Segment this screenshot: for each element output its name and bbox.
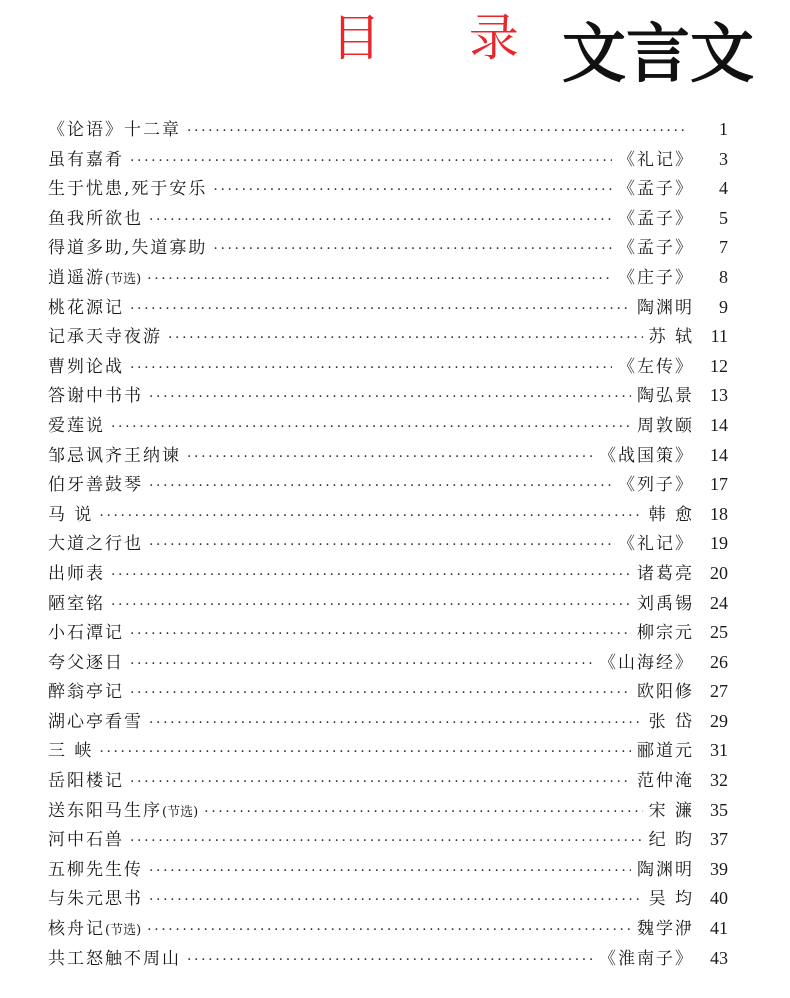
table-of-contents xyxy=(48,115,728,973)
toc-entry-author: 宋 濂 xyxy=(648,800,694,821)
toc-entry-title xyxy=(48,649,124,679)
toc-entry-author: 欧阳修 xyxy=(637,682,694,703)
toc-entry-title xyxy=(48,737,93,767)
toc-entry-author: 陶弘景 xyxy=(637,386,694,407)
toc-entry-page-number: 19 xyxy=(710,533,728,554)
toc-entry xyxy=(48,589,728,619)
toc-entry-title xyxy=(48,678,124,708)
toc-dot-leader xyxy=(130,354,612,384)
toc-entry xyxy=(48,470,728,500)
toc-entry-author: 《孟子》 xyxy=(618,238,694,259)
toc-entry-author: 《孟子》 xyxy=(618,208,694,229)
toc-entry-title-text: 曹刿论战 xyxy=(48,356,124,377)
toc-entry-page-number: 31 xyxy=(710,740,728,761)
toc-dot-leader xyxy=(204,798,642,828)
category-stamp: 文言文 xyxy=(562,18,754,92)
toc-entry xyxy=(48,884,728,914)
toc-entry-author: 魏学洢 xyxy=(637,919,694,940)
toc-entry-page-number: 7 xyxy=(719,237,728,258)
toc-entry-title xyxy=(48,234,207,264)
toc-entry-title-text: 小石潭记 xyxy=(48,623,124,644)
toc-entry-title xyxy=(48,590,105,620)
toc-entry-author: 刘禹锡 xyxy=(637,593,694,614)
toc-dot-leader xyxy=(99,738,631,768)
toc-entry xyxy=(48,559,728,589)
toc-entry-author: 周敦颐 xyxy=(637,415,694,436)
toc-dot-leader xyxy=(111,561,631,591)
toc-entry-title xyxy=(48,205,143,235)
toc-entry-title xyxy=(48,530,143,560)
toc-entry-author: 《左传》 xyxy=(618,356,694,377)
toc-dot-leader xyxy=(149,472,612,502)
toc-entry-page-number: 13 xyxy=(710,385,728,406)
toc-dot-leader xyxy=(130,650,593,680)
toc-entry-title-text: 桃花源记 xyxy=(48,297,124,318)
toc-entry-title-text: 夸父逐日 xyxy=(48,652,124,673)
toc-entry xyxy=(48,529,728,559)
toc-entry-title xyxy=(48,915,141,946)
toc-entry-author: 张 岱 xyxy=(648,711,694,732)
toc-entry-subtitle: (节选) xyxy=(105,271,142,287)
toc-entry-author: 《孟子》 xyxy=(618,179,694,200)
toc-dot-leader xyxy=(130,295,631,325)
toc-entry-title xyxy=(48,560,105,590)
toc-entry xyxy=(48,145,728,175)
toc-dot-leader xyxy=(187,117,688,147)
toc-dot-leader xyxy=(149,709,643,739)
toc-entry-author: 陶渊明 xyxy=(637,297,694,318)
toc-entry-title-text: 河中石兽 xyxy=(48,830,124,851)
toc-entry-title-text: 答谢中书书 xyxy=(48,386,143,407)
toc-dot-leader xyxy=(149,383,631,413)
toc-entry-author: 《庄子》 xyxy=(618,267,694,288)
toc-dot-leader xyxy=(149,531,612,561)
toc-entry-author: 《礼记》 xyxy=(618,534,694,555)
toc-dot-leader xyxy=(99,502,642,532)
toc-entry-title xyxy=(48,442,181,472)
toc-entry-title xyxy=(48,264,141,295)
toc-entry-title-text: 逍遥游 xyxy=(48,267,105,288)
toc-entry-title-text: 湖心亭看雪 xyxy=(48,711,143,732)
toc-entry-title xyxy=(48,826,124,856)
toc-entry-page-number: 35 xyxy=(710,799,728,820)
toc-entry-title-text: 《论语》十二章 xyxy=(48,120,181,140)
toc-entry-title xyxy=(48,501,93,531)
toc-dot-leader xyxy=(130,827,643,857)
toc-entry xyxy=(48,707,728,737)
toc-dot-leader xyxy=(149,886,643,916)
toc-dot-leader xyxy=(187,946,593,976)
toc-entry-title-text: 生于忧患,死于安乐 xyxy=(48,179,208,200)
toc-entry-title xyxy=(48,856,143,886)
toc-entry-author: 诸葛亮 xyxy=(637,563,694,584)
toc-entry xyxy=(48,115,728,145)
toc-entry-page-number: 14 xyxy=(710,444,728,465)
page-title: 目 录 xyxy=(331,9,555,67)
toc-entry-page-number: 9 xyxy=(719,296,728,317)
toc-entry-page-number: 29 xyxy=(710,710,728,731)
toc-entry xyxy=(48,736,728,766)
toc-entry-title-text: 得道多助,失道寡助 xyxy=(48,238,208,259)
toc-dot-leader xyxy=(147,916,631,946)
toc-entry-page-number: 18 xyxy=(710,503,728,524)
toc-entry-page-number: 24 xyxy=(710,592,728,613)
toc-dot-leader xyxy=(111,413,631,443)
toc-entry-page-number: 14 xyxy=(710,414,728,435)
toc-entry-title xyxy=(48,294,124,324)
toc-entry xyxy=(48,914,728,944)
toc-entry xyxy=(48,263,728,293)
toc-entry xyxy=(48,381,728,411)
toc-entry-page-number: 37 xyxy=(710,829,728,850)
toc-entry-author: 郦道元 xyxy=(637,741,694,762)
toc-entry-page-number: 1 xyxy=(719,119,728,139)
toc-entry-title xyxy=(48,797,198,828)
toc-dot-leader xyxy=(149,206,612,236)
toc-entry-author: 纪 昀 xyxy=(648,830,694,851)
toc-entry-title xyxy=(48,945,181,975)
toc-dot-leader xyxy=(130,768,631,798)
toc-entry-title xyxy=(48,323,162,353)
toc-entry xyxy=(48,352,728,382)
toc-dot-leader xyxy=(168,324,643,354)
toc-entry-author: 吴 均 xyxy=(648,889,694,910)
toc-entry-title xyxy=(48,175,207,205)
toc-entry-title-text: 核舟记 xyxy=(48,919,105,940)
toc-entry-title-text: 爱莲说 xyxy=(48,415,105,436)
toc-entry-subtitle: (节选) xyxy=(105,923,142,939)
toc-entry-page-number: 41 xyxy=(710,918,728,939)
toc-dot-leader xyxy=(130,679,631,709)
toc-entry-title-text: 岳阳楼记 xyxy=(48,771,124,792)
toc-entry-title-text: 大道之行也 xyxy=(48,534,143,555)
toc-entry xyxy=(48,174,728,204)
toc-entry-author: 《山海经》 xyxy=(599,652,694,673)
toc-entry-title-text: 记承天寺夜游 xyxy=(48,327,162,348)
toc-entry-title xyxy=(48,412,105,442)
toc-entry-page-number: 17 xyxy=(710,474,728,495)
toc-entry-author: 《礼记》 xyxy=(618,149,694,170)
toc-entry-author: 韩 愈 xyxy=(648,504,694,525)
toc-entry xyxy=(48,293,728,323)
toc-entry-page-number: 43 xyxy=(710,947,728,968)
toc-entry-title-text: 醉翁亭记 xyxy=(48,682,124,703)
toc-entry-page-number: 40 xyxy=(710,888,728,909)
toc-dot-leader xyxy=(111,591,631,621)
toc-entry-title-text: 与朱元思书 xyxy=(48,889,143,910)
toc-entry-page-number: 25 xyxy=(710,622,728,643)
toc-entry-title-text: 出师表 xyxy=(48,563,105,584)
toc-entry-title-text: 共工怒触不周山 xyxy=(48,948,181,969)
toc-entry-subtitle: (节选) xyxy=(162,804,199,820)
toc-entry-page-number: 3 xyxy=(719,148,728,169)
toc-entry-title-text: 邹忌讽齐王纳谏 xyxy=(48,445,181,466)
toc-entry-author: 苏 轼 xyxy=(648,327,694,348)
toc-entry xyxy=(48,441,728,471)
toc-entry-author: 《淮南子》 xyxy=(599,948,694,969)
toc-entry xyxy=(48,204,728,234)
toc-entry-page-number: 12 xyxy=(710,355,728,376)
toc-entry-author: 《列子》 xyxy=(618,475,694,496)
toc-entry-author: 范仲淹 xyxy=(637,771,694,792)
toc-entry xyxy=(48,322,728,352)
toc-entry-title-text: 马 说 xyxy=(48,504,94,525)
toc-entry xyxy=(48,618,728,648)
toc-entry-title-text: 五柳先生传 xyxy=(48,859,143,880)
toc-entry-page-number: 39 xyxy=(710,858,728,879)
toc-dot-leader xyxy=(187,443,593,473)
toc-dot-leader xyxy=(213,235,612,265)
toc-entry-title-text: 陋室铭 xyxy=(48,593,105,614)
toc-entry xyxy=(48,500,728,530)
toc-entry-page-number: 27 xyxy=(710,681,728,702)
toc-entry-page-number: 11 xyxy=(710,326,728,347)
toc-entry-author: 陶渊明 xyxy=(637,859,694,880)
toc-entry-title xyxy=(48,767,124,797)
toc-entry-page-number: 32 xyxy=(710,770,728,791)
toc-dot-leader xyxy=(147,265,612,295)
toc-entry-page-number: 5 xyxy=(719,207,728,228)
toc-entry-title-text: 伯牙善鼓琴 xyxy=(48,475,143,496)
toc-dot-leader xyxy=(130,147,612,177)
toc-entry-title xyxy=(48,146,124,176)
toc-entry xyxy=(48,766,728,796)
toc-entry-title-text: 鱼我所欲也 xyxy=(48,208,143,229)
toc-entry-author: 《战国策》 xyxy=(599,445,694,466)
toc-entry xyxy=(48,855,728,885)
toc-entry xyxy=(48,825,728,855)
toc-entry-title-text: 送东阳马生序 xyxy=(48,800,162,821)
toc-entry xyxy=(48,233,728,263)
toc-entry xyxy=(48,648,728,678)
toc-entry-title-text: 虽有嘉肴 xyxy=(48,149,124,170)
toc-entry-title-text: 三 峡 xyxy=(48,741,94,762)
toc-dot-leader xyxy=(213,176,612,206)
toc-entry-page-number: 4 xyxy=(719,178,728,199)
toc-entry-title xyxy=(48,382,143,412)
toc-entry-title xyxy=(48,708,143,738)
toc-entry-title xyxy=(48,116,181,146)
toc-entry-page-number: 20 xyxy=(710,562,728,583)
toc-dot-leader xyxy=(149,857,631,887)
toc-entry xyxy=(48,677,728,707)
toc-entry-title xyxy=(48,353,124,383)
toc-dot-leader xyxy=(130,620,631,650)
toc-entry xyxy=(48,944,728,974)
toc-entry-title xyxy=(48,471,143,501)
toc-entry-author: 柳宗元 xyxy=(637,623,694,644)
toc-entry-title xyxy=(48,619,124,649)
toc-entry-title xyxy=(48,885,143,915)
toc-entry xyxy=(48,796,728,826)
toc-entry-page-number: 26 xyxy=(710,651,728,672)
toc-entry xyxy=(48,411,728,441)
toc-entry-page-number: 8 xyxy=(719,266,728,287)
